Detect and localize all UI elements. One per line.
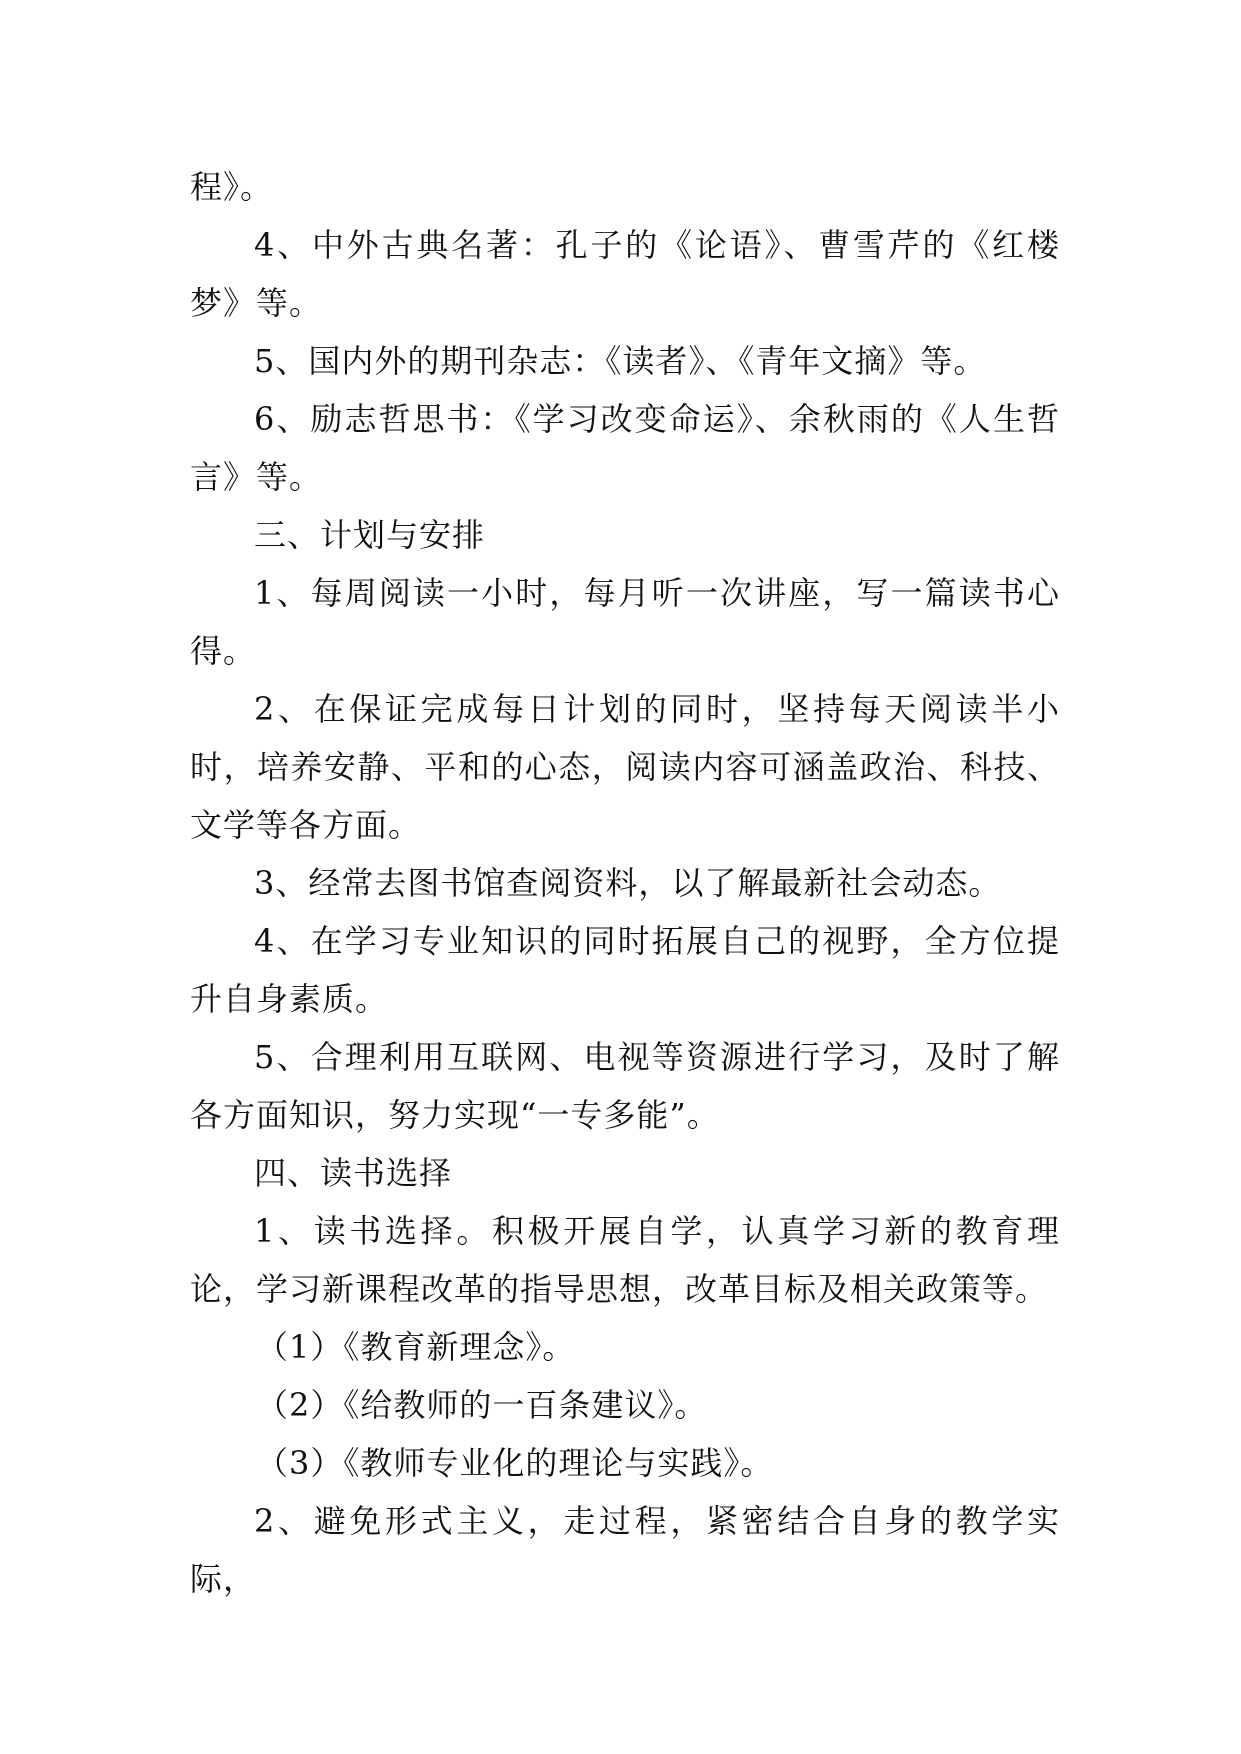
paragraph-plan-1: 1、每周阅读一小时，每月听一次讲座，写一篇读书心得。 bbox=[190, 574, 1060, 670]
book-list-item-1: （1）《教育新理念》。 bbox=[256, 1328, 576, 1366]
paragraph-item-magazines: 5、国内外的期刊杂志：《读者》、《青年文摘》等。 bbox=[254, 342, 987, 380]
paragraph-item-inspirational-books: 6、励志哲思书：《学习改变命运》、余秋雨的《人生哲言》等。 bbox=[190, 400, 1060, 496]
book-list-item-3: （3）《教师专业化的理论与实践》。 bbox=[256, 1444, 774, 1482]
paragraph-continuation: 程》。 bbox=[190, 168, 274, 206]
paragraph-selection-1: 1、读书选择。积极开展自学，认真学习新的教育理论，学习新课程改革的指导思想，改革目标及相关政策等。 bbox=[190, 1212, 1060, 1308]
section-heading-reading-selection: 四、读书选择 bbox=[254, 1154, 453, 1192]
paragraph-plan-4: 4、在学习专业知识的同时拓展自己的视野，全方位提升自身素质。 bbox=[190, 922, 1060, 1018]
paragraph-plan-5: 5、合理利用互联网、电视等资源进行学习，及时了解各方面知识，努力实现“一专多能”。 bbox=[190, 1038, 1060, 1134]
paragraph-plan-3: 3、经常去图书馆查阅资料，以了解最新社会动态。 bbox=[254, 864, 1002, 902]
paragraph-item-classics: 4、中外古典名著：孔子的《论语》、曹雪芹的《红楼梦》等。 bbox=[190, 226, 1060, 322]
paragraph-plan-2: 2、在保证完成每日计划的同时，坚持每天阅读半小时，培养安静、平和的心态，阅读内容可涵盖政治、科技、文学等各方面。 bbox=[190, 690, 1060, 844]
document-body bbox=[190, 158, 1060, 1608]
paragraph-selection-2: 2、避免形式主义，走过程，紧密结合自身的教学实际， bbox=[190, 1502, 1060, 1598]
book-list-item-2: （2）《给教师的一百条建议》。 bbox=[256, 1386, 708, 1424]
section-heading-plan: 三、计划与安排 bbox=[254, 516, 486, 554]
